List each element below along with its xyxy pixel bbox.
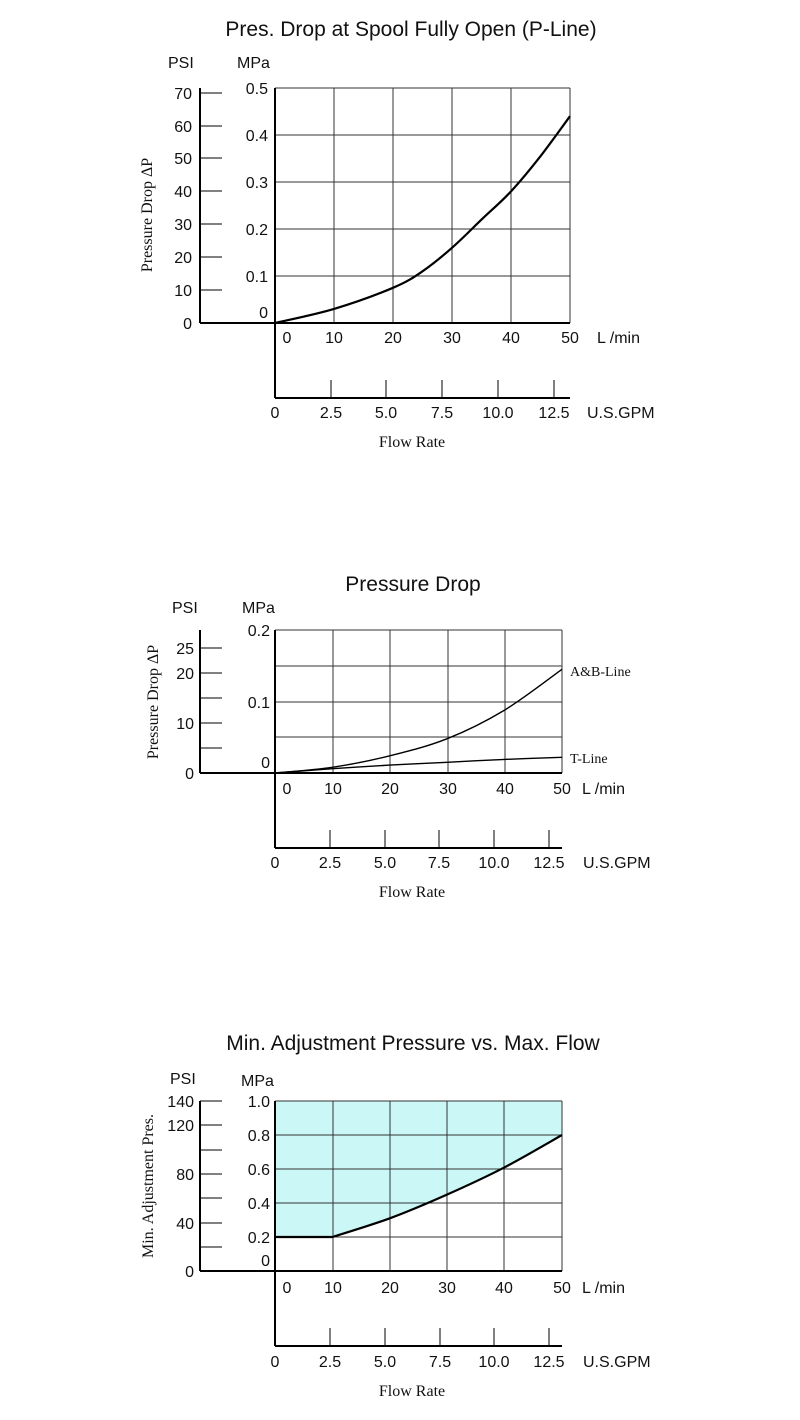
chart3-ylabel: Min. Adjustment Pres. — [140, 1113, 157, 1259]
chart2-x-label: 40 — [496, 781, 514, 798]
chart1-gpm-ticks — [331, 380, 554, 398]
chart3-x-label: 20 — [381, 1280, 399, 1297]
chart1-x-label: 0 — [282, 330, 292, 347]
chart3-mpa-label: 1.0 — [247, 1094, 270, 1111]
chart3-mpa-label: 0.4 — [247, 1196, 270, 1213]
chart1-series-line — [275, 116, 570, 323]
chart-pressure-drop — [145, 573, 651, 901]
chart3-mpa-label: 0.2 — [247, 1230, 270, 1247]
chart2-xlabel: Flow Rate — [378, 884, 446, 901]
chart2-gpm-label: 5.0 — [373, 855, 397, 872]
chart3-x-label: 30 — [438, 1280, 456, 1297]
chart2-x-label: 0 — [282, 781, 292, 798]
chart3-gpm-label: 0 — [270, 1354, 280, 1371]
chart1-psi-label: 30 — [174, 217, 192, 234]
chart1-mpa-label: 0.4 — [245, 128, 268, 145]
chart2-psi-label: 0 — [185, 766, 194, 783]
chart3-x-label: 0 — [282, 1280, 292, 1297]
chart1-mpa-label: 0 — [259, 305, 268, 322]
chart3-psi-ticks — [200, 1101, 222, 1247]
chart2-psi-label: 25 — [176, 641, 194, 658]
chart2-axes — [200, 630, 562, 848]
chart3-title: Min. Adjustment Pressure vs. Max. Flow — [226, 1032, 600, 1055]
chart2-gpm-unit: U.S.GPM — [583, 855, 651, 872]
chart3-xlabel: Flow Rate — [378, 1383, 446, 1400]
chart3-x-label: 40 — [495, 1280, 513, 1297]
chart3-psi-tick-labels — [167, 1094, 194, 1281]
chart2-ylabel: Pressure Drop ΔP — [145, 644, 162, 760]
chart2-x-tick-labels — [283, 781, 625, 798]
chart1-ylabel: Pressure Drop ΔP — [139, 157, 156, 273]
chart2-series-t-line — [275, 757, 562, 773]
chart1-mpa-label: 0.2 — [245, 222, 268, 239]
chart2-psi-unit: PSI — [172, 600, 198, 617]
chart1-mpa-label: 0.5 — [245, 81, 268, 98]
chart3-mpa-unit: MPa — [241, 1073, 274, 1090]
chart1-psi-label: 20 — [174, 250, 192, 267]
chart2-series-ab-line — [275, 669, 562, 773]
chart3-psi-label: 120 — [167, 1118, 194, 1135]
chart2-mpa-label: 0.1 — [247, 695, 270, 712]
chart3-gpm-label: 5.0 — [373, 1354, 397, 1371]
chart3-mpa-tick-labels — [248, 1094, 270, 1270]
chart2-grid — [275, 630, 562, 773]
chart1-psi-label: 40 — [174, 184, 192, 201]
chart1-psi-label: 10 — [174, 283, 192, 300]
chart2-gpm-label: 2.5 — [318, 855, 342, 872]
chart3-gpm-label: 7.5 — [428, 1354, 452, 1371]
chart3-gpm-tick-labels — [271, 1354, 651, 1371]
chart1-mpa-tick-labels — [246, 81, 268, 322]
chart3-psi-label: 0 — [185, 1264, 194, 1281]
chart3-gpm-label: 10.0 — [478, 1354, 510, 1371]
chart2-legend-ab-line: A&B-Line — [570, 665, 631, 680]
chart2-psi-tick-labels — [176, 641, 194, 783]
chart2-mpa-label: 0.2 — [247, 623, 270, 640]
chart2-mpa-unit: MPa — [242, 600, 275, 617]
chart1-gpm-label: 10.0 — [482, 405, 514, 422]
chart1-x-label: 50 — [561, 330, 579, 347]
chart2-gpm-ticks — [330, 830, 549, 848]
chart3-mpa-label: 0.6 — [247, 1162, 270, 1179]
chart3-psi-label: 40 — [176, 1216, 194, 1233]
chart3-gpm-label: 2.5 — [318, 1354, 342, 1371]
chart2-psi-ticks — [200, 648, 222, 748]
chart3-mpa-label: 0.8 — [247, 1128, 270, 1145]
chart1-x-unit: L /min — [597, 330, 640, 347]
chart2-mpa-label: 0 — [261, 755, 270, 772]
chart1-gpm-label: 12.5 — [538, 405, 570, 422]
chart1-mpa-label: 0.3 — [245, 175, 268, 192]
chart2-gpm-label: 0 — [270, 855, 280, 872]
chart3-x-label: 50 — [553, 1280, 571, 1297]
chart1-psi-label: 70 — [174, 86, 192, 103]
chart1-psi-label: 60 — [174, 119, 192, 136]
chart-min-adjustment-pressure — [140, 1032, 651, 1400]
chart2-x-label: 20 — [381, 781, 399, 798]
chart2-x-label: 30 — [439, 781, 457, 798]
chart1-gpm-label: 5.0 — [374, 405, 398, 422]
chart3-x-unit: L /min — [582, 1280, 625, 1297]
chart3-mpa-label: 0 — [261, 1253, 270, 1270]
chart3-psi-label: 140 — [167, 1094, 194, 1111]
chart3-gpm-ticks — [330, 1328, 549, 1346]
chart2-gpm-label: 10.0 — [478, 855, 510, 872]
chart1-x-label: 20 — [384, 330, 402, 347]
chart1-mpa-label: 0.1 — [245, 269, 268, 286]
chart1-title: Pres. Drop at Spool Fully Open (P-Line) — [225, 18, 597, 41]
chart3-x-label: 10 — [324, 1280, 342, 1297]
chart3-x-tick-labels — [283, 1280, 625, 1297]
chart1-mpa-unit: MPa — [237, 55, 270, 72]
chart1-psi-label: 0 — [183, 316, 192, 333]
chart1-psi-ticks — [200, 93, 222, 290]
chart1-psi-label: 50 — [174, 151, 192, 168]
chart1-x-label: 40 — [502, 330, 520, 347]
chart1-x-label: 10 — [325, 330, 343, 347]
chart2-gpm-tick-labels — [271, 855, 651, 872]
chart2-x-unit: L /min — [582, 781, 625, 798]
chart2-title: Pressure Drop — [345, 573, 481, 596]
chart1-x-tick-labels — [283, 330, 640, 347]
chart2-x-label: 50 — [553, 781, 571, 798]
chart1-gpm-unit: U.S.GPM — [587, 405, 655, 422]
chart1-gpm-tick-labels — [271, 405, 655, 422]
chart1-psi-tick-labels — [174, 86, 192, 333]
chart2-gpm-label: 7.5 — [427, 855, 451, 872]
chart1-psi-unit: PSI — [168, 55, 194, 72]
chart3-psi-label: 80 — [176, 1167, 194, 1184]
chart1-gpm-label: 7.5 — [430, 405, 454, 422]
chart1-gpm-label: 2.5 — [319, 405, 343, 422]
chart2-psi-label: 10 — [176, 716, 194, 733]
chart2-psi-label: 20 — [176, 666, 194, 683]
chart3-gpm-label: 12.5 — [533, 1354, 565, 1371]
chart1-grid — [275, 88, 570, 323]
chart2-mpa-tick-labels — [248, 623, 270, 772]
chart3-gpm-unit: U.S.GPM — [583, 1354, 651, 1371]
chart2-gpm-label: 12.5 — [533, 855, 565, 872]
chart3-psi-unit: PSI — [170, 1071, 196, 1088]
chart2-x-label: 10 — [324, 781, 342, 798]
chart1-x-label: 30 — [443, 330, 461, 347]
chart2-legend-t-line: T-Line — [570, 752, 608, 767]
chart-p-line — [139, 18, 655, 451]
chart1-xlabel: Flow Rate — [378, 434, 446, 451]
chart1-gpm-label: 0 — [270, 405, 280, 422]
